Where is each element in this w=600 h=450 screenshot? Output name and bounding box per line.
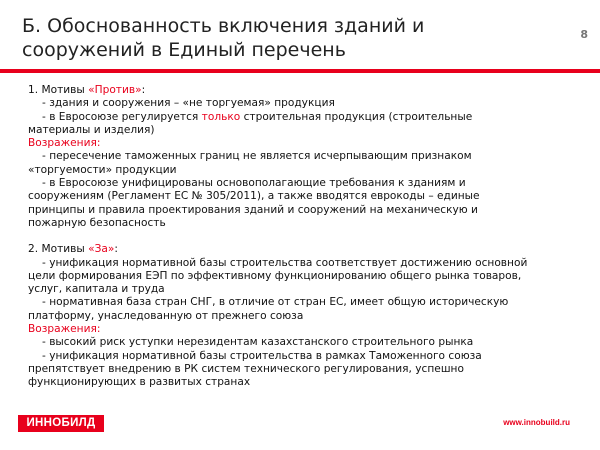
section1-objection-cont: сооружениям (Регламент ЕС № 305/2011), а также вводятся еврокоды – единые — [28, 190, 480, 203]
page-number: 8 — [580, 28, 588, 41]
section2-bullet-cont: услуг, капитала и труда — [28, 283, 165, 296]
slide-title: Б. Обоснованность включения зданий и сооружений в Единый перечень — [22, 15, 425, 61]
section1-objections-label: Возражения: — [28, 137, 101, 150]
section1-objection-cont: пожарную безопасность — [28, 216, 166, 229]
website-url[interactable]: www.innobuild.ru — [503, 418, 570, 427]
section1-objection: - в Евросоюзе унифицированы основополагающие требования к зданиям и — [42, 177, 466, 190]
section2-bullet-cont: цели формирования ЕЭП по эффективному функционированию общего рынка товаров, — [28, 269, 522, 282]
section1-bullet: - в Евросоюзе регулируется только строительная продукция (строительные — [42, 110, 473, 123]
slide-content — [28, 84, 590, 390]
section2-heading: 2. Мотивы «За»: — [28, 243, 118, 256]
section2-bullet: - унификация нормативной базы строительства соответствует достижению основной — [42, 256, 528, 269]
section2-bullet: - нормативная база стран СНГ, в отличие от стран ЕС, имеет общую историческую — [42, 296, 509, 309]
section1-objection-cont: «торгуемости» продукции — [28, 163, 177, 176]
innobuild-logo: ИННОБИЛД — [18, 415, 104, 432]
section2-bullet-cont: платформу, унаследованную от прежнего союза — [28, 309, 304, 322]
title-divider — [0, 69, 600, 73]
section1-bullet: - здания и сооружения – «не торгуемая» продукция — [42, 97, 335, 110]
section2-objection-cont: препятствует внедрению в РК систем технического регулирования, успешно — [28, 362, 464, 375]
section1-bullet-cont: материалы и изделия) — [28, 123, 155, 136]
section2-objection: - высокий риск уступки нерезидентам казахстанского строительного рынка — [42, 336, 474, 349]
section-gap — [28, 230, 590, 243]
section2-objection: - унификация нормативной базы строительства в рамках Таможенного союза — [42, 349, 482, 362]
section1-heading: 1. Мотивы «Против»: — [28, 84, 146, 96]
section1-objection-cont: принципы и правила проектирования зданий и сооружений на механическую и — [28, 203, 478, 216]
section2-objections-label: Возражения: — [28, 323, 101, 336]
section1-objection: - пересечение таможенных границ не является исчерпывающим признаком — [42, 150, 472, 163]
section2-objection-cont: функционирующих в развитых странах — [28, 376, 251, 389]
